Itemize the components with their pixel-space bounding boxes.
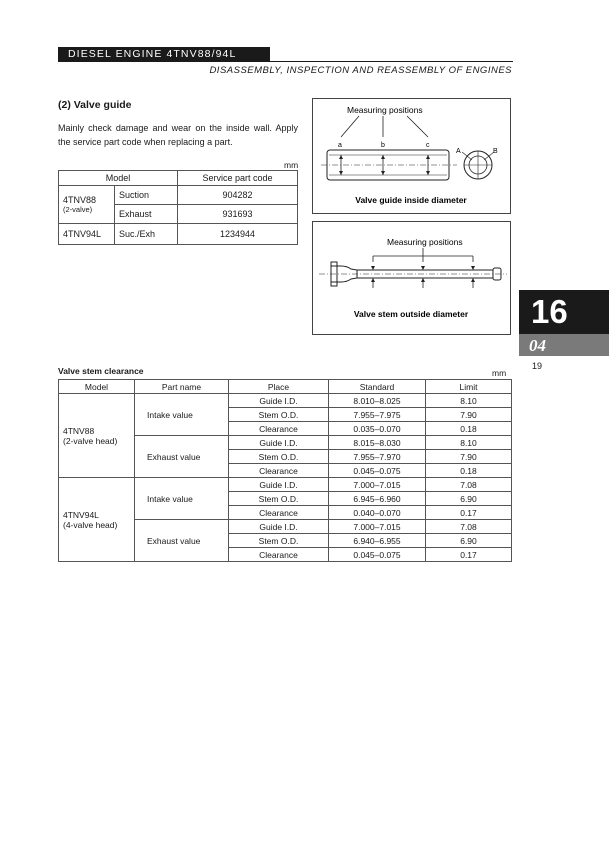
header-title: DIESEL ENGINE 4TNV88/94L xyxy=(68,48,237,60)
label-B: B xyxy=(493,148,498,155)
limit-cell: 7.08 xyxy=(426,478,512,492)
place-cell: Clearance xyxy=(229,464,329,478)
part-name-cell: Exhaust value xyxy=(135,520,229,562)
part-cell: Suc./Exh xyxy=(115,224,178,245)
table-row xyxy=(59,478,512,492)
header-rule xyxy=(270,61,513,62)
place-cell: Guide I.D. xyxy=(229,520,329,534)
place-cell: Guide I.D. xyxy=(229,478,329,492)
place-cell: Clearance xyxy=(229,548,329,562)
limit-cell: 8.10 xyxy=(426,436,512,450)
model-note: (2-valve) xyxy=(63,205,93,214)
header-model: Model xyxy=(59,380,135,394)
standard-cell: 7.955–7.970 xyxy=(329,450,426,464)
model-name: 4TNV88 xyxy=(63,195,97,205)
standard-cell: 7.955–7.975 xyxy=(329,408,426,422)
section-title: (2) Valve guide xyxy=(58,99,132,111)
figure-guide-title: Measuring positions xyxy=(347,105,423,115)
limit-cell: 0.17 xyxy=(426,506,512,520)
standard-cell: 7.000–7.015 xyxy=(329,520,426,534)
limit-cell: 6.90 xyxy=(426,492,512,506)
chapter-number: 16 xyxy=(531,293,568,330)
model-name: 4TNV94L xyxy=(63,509,99,520)
header-limit: Limit xyxy=(426,380,512,394)
place-cell: Clearance xyxy=(229,506,329,520)
figure-stem-title: Measuring positions xyxy=(387,237,463,247)
table-row xyxy=(59,224,298,245)
standard-cell: 7.000–7.015 xyxy=(329,478,426,492)
model-cell xyxy=(59,394,135,478)
place-cell: Guide I.D. xyxy=(229,436,329,450)
limit-cell: 8.10 xyxy=(426,394,512,408)
valve-stem-figure xyxy=(312,221,511,335)
place-cell: Clearance xyxy=(229,422,329,436)
standard-cell: 0.045–0.075 xyxy=(329,548,426,562)
table-row xyxy=(59,394,512,408)
header-model: Model xyxy=(59,171,178,186)
figure-guide-caption: Valve guide inside diameter xyxy=(355,195,467,205)
standard-cell: 8.015–8.030 xyxy=(329,436,426,450)
header-standard: Standard xyxy=(329,380,426,394)
header-subtitle: DISASSEMBLY, INSPECTION AND REASSEMBLY OF ENGINES xyxy=(209,65,512,76)
part-cell: Suction xyxy=(115,186,178,205)
clearance-table-title: Valve stem clearance xyxy=(58,366,144,376)
place-cell: Stem O.D. xyxy=(229,534,329,548)
valve-guide-figure xyxy=(312,98,511,214)
clearance-table-unit: mm xyxy=(492,368,507,378)
limit-cell: 7.90 xyxy=(426,450,512,464)
standard-cell: 6.945–6.960 xyxy=(329,492,426,506)
place-cell: Stem O.D. xyxy=(229,450,329,464)
limit-cell: 0.17 xyxy=(426,548,512,562)
label-A: A xyxy=(456,148,461,155)
place-cell: Stem O.D. xyxy=(229,492,329,506)
place-cell: Stem O.D. xyxy=(229,408,329,422)
standard-cell: 0.045–0.075 xyxy=(329,464,426,478)
model-note: (4-valve head) xyxy=(63,519,118,530)
part-cell: Exhaust xyxy=(115,205,178,224)
header-part-name: Part name xyxy=(135,380,229,394)
limit-cell: 6.90 xyxy=(426,534,512,548)
place-cell: Guide I.D. xyxy=(229,394,329,408)
page-number: 19 xyxy=(532,361,543,371)
code-cell: 931693 xyxy=(178,205,298,224)
part-name-cell: Intake value xyxy=(135,478,229,520)
valve-stem-clearance-table xyxy=(58,379,512,562)
limit-cell: 0.18 xyxy=(426,464,512,478)
limit-cell: 0.18 xyxy=(426,422,512,436)
section-number: 04 xyxy=(529,336,546,355)
table-row xyxy=(59,186,298,205)
model-name: 4TNV88 xyxy=(63,425,95,436)
model-note: (2-valve head) xyxy=(63,435,118,446)
code-cell: 1234944 xyxy=(178,224,298,245)
limit-cell: 7.08 xyxy=(426,520,512,534)
model-cell: 4TNV94L xyxy=(59,224,115,245)
standard-cell: 8.010–8.025 xyxy=(329,394,426,408)
label-b: b xyxy=(381,142,385,149)
service-table-unit: mm xyxy=(284,160,299,170)
model-cell xyxy=(59,186,115,224)
part-name-cell: Intake value xyxy=(135,394,229,436)
model-cell xyxy=(59,478,135,562)
figure-stem-caption: Valve stem outside diameter xyxy=(353,309,469,319)
header-place: Place xyxy=(229,380,329,394)
standard-cell: 0.040–0.070 xyxy=(329,506,426,520)
service-part-table xyxy=(58,170,298,245)
limit-cell: 7.90 xyxy=(426,408,512,422)
label-c: c xyxy=(426,142,430,149)
code-cell: 904282 xyxy=(178,186,298,205)
section-paragraph: Mainly check damage and wear on the inside wall. Apply the service part code when replacing a part. xyxy=(58,123,298,147)
standard-cell: 6.940–6.955 xyxy=(329,534,426,548)
standard-cell: 0.035–0.070 xyxy=(329,422,426,436)
label-a: a xyxy=(338,142,342,149)
part-name-cell: Exhaust value xyxy=(135,436,229,478)
header-service-part-code: Service part code xyxy=(178,171,298,186)
